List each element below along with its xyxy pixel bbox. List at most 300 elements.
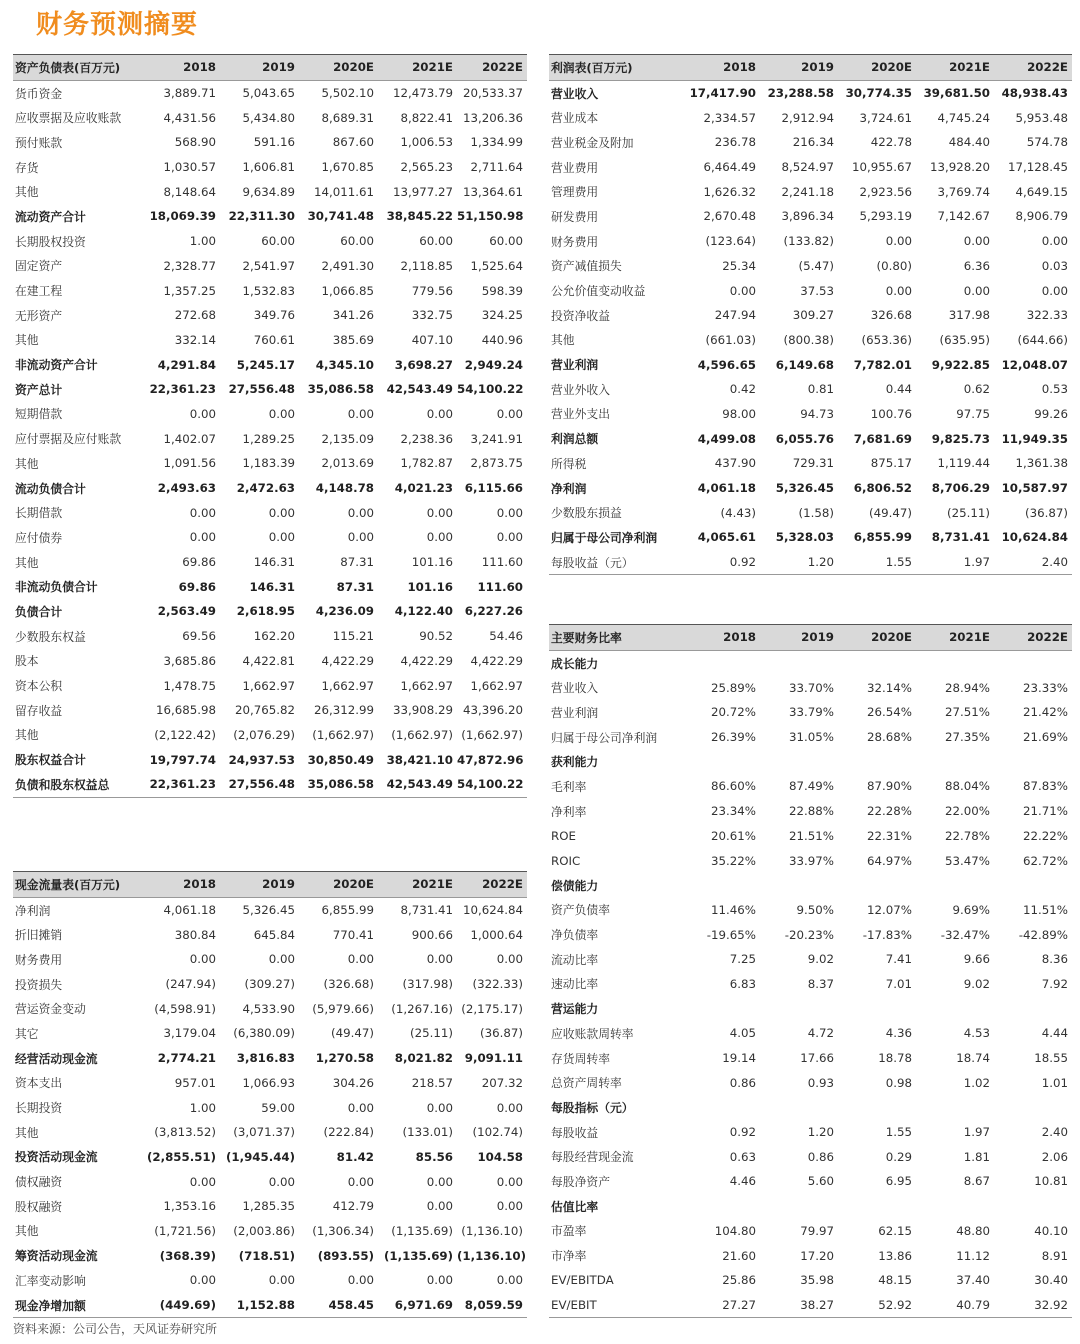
- table-row: [549, 303, 1072, 328]
- cell-value: 8,706.29: [931, 481, 990, 496]
- cell-value: 1.55: [885, 1125, 912, 1140]
- cell-value: 10,955.67: [851, 160, 912, 175]
- cell-value: 437.90: [714, 456, 756, 471]
- row-label: 短期借款: [15, 407, 63, 422]
- cell-value: 8,021.82: [394, 1051, 453, 1066]
- row-label: 应付票据及应付账款: [15, 432, 122, 447]
- cell-value: (133.82): [783, 234, 834, 249]
- table-row: [13, 723, 527, 748]
- cell-value: 0.92: [682, 550, 760, 575]
- cell-value: 0.00: [347, 1174, 374, 1189]
- cell-value: 4,021.23: [394, 481, 453, 496]
- cell-value: -17.83%: [862, 927, 912, 942]
- cell-value: (1,306.34): [312, 1223, 374, 1238]
- cell-value: 7.41: [885, 952, 912, 967]
- cell-value: 30,774.35: [845, 86, 912, 101]
- income-statement-table: [549, 54, 1072, 575]
- table-row: [549, 873, 1072, 898]
- row-label: 每股净资产: [551, 1174, 610, 1189]
- cell-value: 1.55: [838, 550, 916, 575]
- cell-value: 1.01: [1041, 1075, 1068, 1090]
- cell-value: [838, 1095, 916, 1120]
- table-row: [549, 1095, 1072, 1120]
- cell-value: 317.98: [948, 308, 990, 323]
- cell-value: 1.81: [963, 1149, 990, 1164]
- cell-value: 216.34: [792, 135, 834, 150]
- cell-value: (36.87): [1025, 505, 1068, 520]
- cell-value: 22,361.23: [141, 772, 220, 797]
- cell-value: 13,928.20: [929, 160, 990, 175]
- cell-value: 0.00: [426, 1273, 453, 1288]
- table-row: [549, 130, 1072, 155]
- column-header: 2022E: [994, 55, 1072, 81]
- cell-value: 2,670.48: [703, 209, 756, 224]
- cell-value: 6,055.76: [775, 431, 834, 446]
- cell-value: 324.25: [481, 308, 523, 323]
- cell-value: 10,587.97: [1001, 481, 1068, 496]
- cell-value: 0.00: [496, 1199, 523, 1214]
- cell-value: 341.26: [332, 308, 374, 323]
- cell-value: (368.39): [159, 1248, 216, 1263]
- page-title: 财务预测摘要: [36, 10, 199, 40]
- row-label: 其他: [551, 333, 575, 348]
- cell-value: 4,236.09: [315, 604, 374, 619]
- table-row: [13, 922, 527, 947]
- cell-value: 0.00: [496, 406, 523, 421]
- cell-value: 1,183.39: [242, 456, 295, 471]
- cell-value: 19,797.74: [149, 752, 216, 767]
- column-header: 2019: [220, 872, 299, 898]
- cell-value: 4,533.90: [242, 1001, 295, 1016]
- cell-value: 101.16: [407, 579, 453, 594]
- cell-value: 6,855.99: [321, 903, 374, 918]
- cell-value: 9,825.73: [931, 431, 990, 446]
- row-label: EV/EBIT: [549, 1293, 682, 1318]
- table-row: [13, 500, 527, 525]
- cell-value: 2,618.95: [236, 604, 295, 619]
- cell-value: 20,765.82: [234, 703, 295, 718]
- cell-value: 13,364.61: [462, 184, 523, 199]
- cell-value: 18,069.39: [149, 209, 216, 224]
- cell-value: 1,334.99: [470, 135, 523, 150]
- table-row: [549, 996, 1072, 1021]
- row-label: 股东权益合计: [15, 753, 86, 768]
- cell-value: 0.42: [729, 382, 756, 397]
- cell-value: 1,119.44: [937, 456, 990, 471]
- cell-value: (2,175.17): [461, 1001, 523, 1016]
- cell-value: 1.20: [760, 550, 838, 575]
- cell-value: 1,289.25: [242, 431, 295, 446]
- cell-value: 16,685.98: [155, 703, 216, 718]
- cell-value: 0.00: [268, 406, 295, 421]
- table-row: [549, 402, 1072, 427]
- cell-value: 19.14: [722, 1051, 756, 1066]
- cell-value: 22.28%: [867, 804, 912, 819]
- cell-value: 1,361.38: [1015, 456, 1068, 471]
- cell-value: 97.75: [956, 406, 990, 421]
- table-row: [13, 352, 527, 377]
- cell-value: 5,502.10: [321, 86, 374, 101]
- column-header: 2019: [760, 55, 838, 81]
- cell-value: 10,624.84: [462, 903, 523, 918]
- row-label: 少数股东权益: [15, 629, 86, 644]
- row-label: 营业外支出: [551, 407, 610, 422]
- cell-value: 1,402.07: [163, 431, 216, 446]
- cell-value: (25.11): [410, 1026, 453, 1041]
- cell-value: [682, 749, 760, 774]
- cell-value: 30,741.48: [307, 209, 374, 224]
- cell-value: [760, 873, 838, 898]
- cell-value: (1,136.10): [457, 1248, 526, 1263]
- cell-value: (635.95): [939, 332, 990, 347]
- cell-value: 27.27: [682, 1293, 760, 1318]
- table-row: [549, 204, 1072, 229]
- cell-value: [994, 1095, 1072, 1120]
- row-label: 营业收入: [551, 86, 599, 101]
- cell-value: 47,872.96: [457, 752, 524, 767]
- cell-value: [682, 873, 760, 898]
- cell-value: 8,148.64: [163, 184, 216, 199]
- cell-value: 2.40: [1041, 1125, 1068, 1140]
- cell-value: (1,721.56): [154, 1223, 216, 1238]
- cell-value: 309.27: [792, 308, 834, 323]
- cell-value: 18.78: [878, 1051, 912, 1066]
- cell-value: 23.34%: [711, 804, 756, 819]
- row-label: 筹资活动现金流: [15, 1249, 98, 1264]
- cell-value: 1,478.75: [163, 678, 216, 693]
- cell-value: (1.58): [798, 505, 834, 520]
- cell-value: 0.81: [807, 382, 834, 397]
- cell-value: 0.00: [189, 1174, 216, 1189]
- row-label: 净利率: [551, 804, 587, 819]
- cell-value: 35.98: [800, 1273, 834, 1288]
- column-header: 2020E: [299, 872, 378, 898]
- row-label: EV/EBITDA: [551, 1273, 614, 1288]
- cell-value: 0.00: [268, 530, 295, 545]
- cell-value: 32.14%: [867, 680, 912, 695]
- cell-value: 2,241.18: [781, 184, 834, 199]
- cell-value: [994, 650, 1072, 675]
- cell-value: (1,662.97): [312, 727, 374, 742]
- cash-flow-table: [13, 871, 527, 1318]
- cell-value: (123.64): [705, 234, 756, 249]
- row-label: 营业外收入: [551, 382, 610, 397]
- cell-value: (3,813.52): [154, 1125, 216, 1140]
- cell-value: 0.00: [426, 406, 453, 421]
- cell-value: 0.00: [496, 1100, 523, 1115]
- table-row: [13, 1071, 527, 1096]
- cell-value: 0.00: [885, 234, 912, 249]
- cell-value: 22,361.23: [149, 382, 216, 397]
- cell-value: 4,745.24: [937, 110, 990, 125]
- row-label: 资产总计: [15, 382, 63, 397]
- cell-value: 40.79: [916, 1293, 994, 1318]
- cell-value: 35.22%: [711, 853, 756, 868]
- cell-value: 87.90%: [867, 779, 912, 794]
- table-title: 利润表(百万元): [549, 55, 682, 81]
- cell-value: 8,822.41: [400, 110, 453, 125]
- table-row: [549, 1194, 1072, 1219]
- cell-value: 0.00: [347, 406, 374, 421]
- cell-value: 79.97: [800, 1223, 834, 1238]
- cell-value: (4,598.91): [154, 1001, 216, 1016]
- cell-value: 5,043.65: [242, 86, 295, 101]
- table-header-row: [13, 872, 527, 898]
- cell-value: (1,267.16): [391, 1001, 453, 1016]
- cell-value: (1,662.97): [461, 727, 523, 742]
- table-row: [13, 1219, 527, 1244]
- cell-value: 17,128.45: [1007, 160, 1068, 175]
- cell-value: 2,472.63: [236, 481, 295, 496]
- cell-value: 568.90: [174, 135, 216, 150]
- cell-value: 104.80: [714, 1223, 756, 1238]
- cell-value: -20.23%: [784, 927, 834, 942]
- table-row: [13, 105, 527, 130]
- cell-value: 21.42%: [1023, 705, 1068, 720]
- row-label: 应付债券: [15, 530, 63, 545]
- table-row: [549, 848, 1072, 873]
- cell-value: 33.79%: [789, 705, 834, 720]
- table-row: [13, 426, 527, 451]
- cell-value: 146.31: [249, 579, 295, 594]
- cell-value: 54,100.22: [457, 382, 524, 397]
- cell-value: 6,115.66: [464, 481, 523, 496]
- row-label: 非流动资产合计: [15, 358, 98, 373]
- row-label: 其他: [15, 1224, 39, 1239]
- cell-value: 2,873.75: [470, 456, 523, 471]
- row-label: ROE: [551, 828, 576, 843]
- cell-value: 4,061.18: [163, 903, 216, 918]
- row-label: 应收票据及应收账款: [15, 111, 122, 126]
- cell-value: 37.53: [800, 283, 834, 298]
- cell-value: 115.21: [332, 629, 374, 644]
- cell-value: 9,634.89: [242, 184, 295, 199]
- cell-value: 48.15: [878, 1273, 912, 1288]
- table-row: [13, 1021, 527, 1046]
- column-header: 2021E: [378, 872, 457, 898]
- cell-value: 2,563.49: [157, 604, 216, 619]
- cell-value: 1,270.58: [315, 1051, 374, 1066]
- cell-value: 8.37: [807, 976, 834, 991]
- cell-value: 5,245.17: [236, 357, 295, 372]
- cell-value: [838, 749, 916, 774]
- row-label: 每股指标（元）: [551, 1100, 634, 1115]
- row-label: 长期投资: [15, 1101, 63, 1116]
- cell-value: 332.14: [174, 332, 216, 347]
- row-label: 流动比率: [551, 952, 599, 967]
- cell-value: 0.92: [729, 1125, 756, 1140]
- cell-value: 20.61%: [711, 828, 756, 843]
- cell-value: 23.33%: [1023, 680, 1068, 695]
- table-row: [13, 747, 527, 772]
- cell-value: 2,949.24: [464, 357, 523, 372]
- row-label: 毛利率: [551, 779, 587, 794]
- column-header: 2022E: [457, 55, 527, 81]
- table-row: [549, 700, 1072, 725]
- cell-value: 3,685.86: [163, 653, 216, 668]
- cell-value: 0.00: [189, 530, 216, 545]
- cell-value: (449.69): [141, 1293, 220, 1318]
- cell-value: 35,086.58: [307, 382, 374, 397]
- column-header: 2019: [760, 625, 838, 651]
- cell-value: 18.55: [1034, 1051, 1068, 1066]
- table-row: [549, 155, 1072, 180]
- cell-value: 48,938.43: [1001, 86, 1068, 101]
- cell-value: 645.84: [253, 927, 295, 942]
- cell-value: 60.00: [489, 234, 523, 249]
- table-row: [549, 972, 1072, 997]
- cell-value: 4,345.10: [315, 357, 374, 372]
- cell-value: 484.40: [948, 135, 990, 150]
- cell-value: 17.20: [800, 1248, 834, 1263]
- row-label: 资本支出: [15, 1076, 63, 1091]
- table-row: [13, 624, 527, 649]
- table-row: [13, 550, 527, 575]
- cell-value: 0.00: [268, 505, 295, 520]
- table-row: [13, 229, 527, 254]
- cell-value: 9,922.85: [931, 357, 990, 372]
- cell-value: 7.25: [729, 952, 756, 967]
- row-label: 股本: [15, 654, 39, 669]
- cell-value: 0.00: [426, 1199, 453, 1214]
- cell-value: (653.36): [861, 332, 912, 347]
- cell-value: 0.03: [1041, 258, 1068, 273]
- cell-value: 27,556.48: [228, 382, 295, 397]
- table-row: [549, 105, 1072, 130]
- row-label: 货币资金: [15, 86, 63, 101]
- cell-value: 6,806.52: [853, 481, 912, 496]
- cell-value: 11,949.35: [1001, 431, 1068, 446]
- cell-value: 0.00: [1041, 234, 1068, 249]
- cell-value: 867.60: [332, 135, 374, 150]
- cell-value: 3,179.04: [163, 1026, 216, 1041]
- cell-value: (25.11): [947, 505, 990, 520]
- row-label: 资产减值损失: [551, 259, 622, 274]
- row-label: 债权融资: [15, 1175, 63, 1190]
- row-label: 营业费用: [551, 160, 599, 175]
- cell-value: 4,422.29: [321, 653, 374, 668]
- cell-value: 2,541.97: [242, 258, 295, 273]
- cell-value: [838, 996, 916, 1021]
- table-title: 资产负债表(百万元): [13, 55, 141, 81]
- cell-value: 332.75: [411, 308, 453, 323]
- cell-value: 1,006.53: [400, 135, 453, 150]
- cell-value: 35,086.58: [299, 772, 378, 797]
- cell-value: 69.56: [182, 629, 216, 644]
- cell-value: 236.78: [714, 135, 756, 150]
- cell-value: 4,148.78: [315, 481, 374, 496]
- cell-value: 1.20: [807, 1125, 834, 1140]
- table-title: 现金流量表(百万元): [13, 872, 141, 898]
- cell-value: (49.47): [331, 1026, 374, 1041]
- cell-value: 3,724.61: [859, 110, 912, 125]
- cell-value: [916, 650, 994, 675]
- cell-value: 33.97%: [789, 853, 834, 868]
- cell-value: 28.68%: [867, 730, 912, 745]
- table-row: [13, 130, 527, 155]
- cell-value: 1,662.97: [242, 678, 295, 693]
- cell-value: 40.10: [1034, 1223, 1068, 1238]
- column-header: 2018: [682, 625, 760, 651]
- cell-value: 8,906.79: [1015, 209, 1068, 224]
- cell-value: -19.65%: [706, 927, 756, 942]
- cell-value: 407.10: [411, 332, 453, 347]
- column-header: 2022E: [457, 872, 527, 898]
- cell-value: 4,649.15: [1015, 184, 1068, 199]
- row-label: 归属于母公司净利润: [551, 730, 658, 745]
- cell-value: 4,061.18: [697, 481, 756, 496]
- row-label: 投资活动现金流: [15, 1150, 98, 1165]
- cell-value: 3,816.83: [236, 1051, 295, 1066]
- cell-value: 0.00: [729, 283, 756, 298]
- cell-value: 31.05%: [789, 730, 834, 745]
- cell-value: 0.00: [496, 505, 523, 520]
- table-row: [549, 947, 1072, 972]
- cell-value: 27.51%: [945, 705, 990, 720]
- table-row: [13, 254, 527, 279]
- cell-value: (2,076.29): [233, 727, 295, 742]
- cell-value: (1,662.97): [391, 727, 453, 742]
- cell-value: 85.56: [415, 1149, 453, 1164]
- cell-value: 48.80: [956, 1223, 990, 1238]
- row-label: 其他: [15, 555, 39, 570]
- table-row: [13, 599, 527, 624]
- cell-value: 6,971.69: [378, 1293, 457, 1318]
- row-label: 折旧摊销: [15, 928, 63, 943]
- cell-value: [682, 996, 760, 1021]
- cell-value: 11.46%: [711, 902, 756, 917]
- cell-value: 13.86: [878, 1248, 912, 1263]
- cell-value: [994, 749, 1072, 774]
- cell-value: 37.40: [956, 1273, 990, 1288]
- table-row: [549, 650, 1072, 675]
- row-label: ROIC: [551, 853, 581, 868]
- column-header: 2021E: [916, 55, 994, 81]
- cell-value: 1,152.88: [220, 1293, 299, 1318]
- cell-value: 0.86: [807, 1149, 834, 1164]
- cell-value: 86.60%: [711, 779, 756, 794]
- table-row: [549, 898, 1072, 923]
- cell-value: 3,698.27: [394, 357, 453, 372]
- row-label: 营业收入: [551, 681, 599, 696]
- cell-value: (1,135.69): [384, 1248, 453, 1263]
- column-header: 2020E: [299, 55, 378, 81]
- cell-value: [760, 996, 838, 1021]
- cell-value: 111.60: [481, 555, 523, 570]
- table-row: [13, 1243, 527, 1268]
- cell-value: 22,311.30: [228, 209, 295, 224]
- cell-value: 7,782.01: [853, 357, 912, 372]
- cell-value: 30,850.49: [307, 752, 374, 767]
- cell-value: [916, 996, 994, 1021]
- cell-value: 2,912.94: [781, 110, 834, 125]
- table-row: [549, 179, 1072, 204]
- table-row: [13, 574, 527, 599]
- row-label: 少数股东损益: [551, 506, 622, 521]
- cell-value: 326.68: [870, 308, 912, 323]
- cell-value: 20.72%: [711, 705, 756, 720]
- cell-value: 0.00: [268, 952, 295, 967]
- cell-value: 69.86: [178, 579, 216, 594]
- cell-value: 0.00: [963, 234, 990, 249]
- cell-value: 99.26: [1034, 406, 1068, 421]
- cell-value: 2,493.63: [157, 481, 216, 496]
- cell-value: 4,431.56: [163, 110, 216, 125]
- cell-value: 2,774.21: [157, 1051, 216, 1066]
- cell-value: 1,030.57: [163, 160, 216, 175]
- row-label: 汇率变动影响: [15, 1273, 86, 1288]
- cell-value: 2,565.23: [400, 160, 453, 175]
